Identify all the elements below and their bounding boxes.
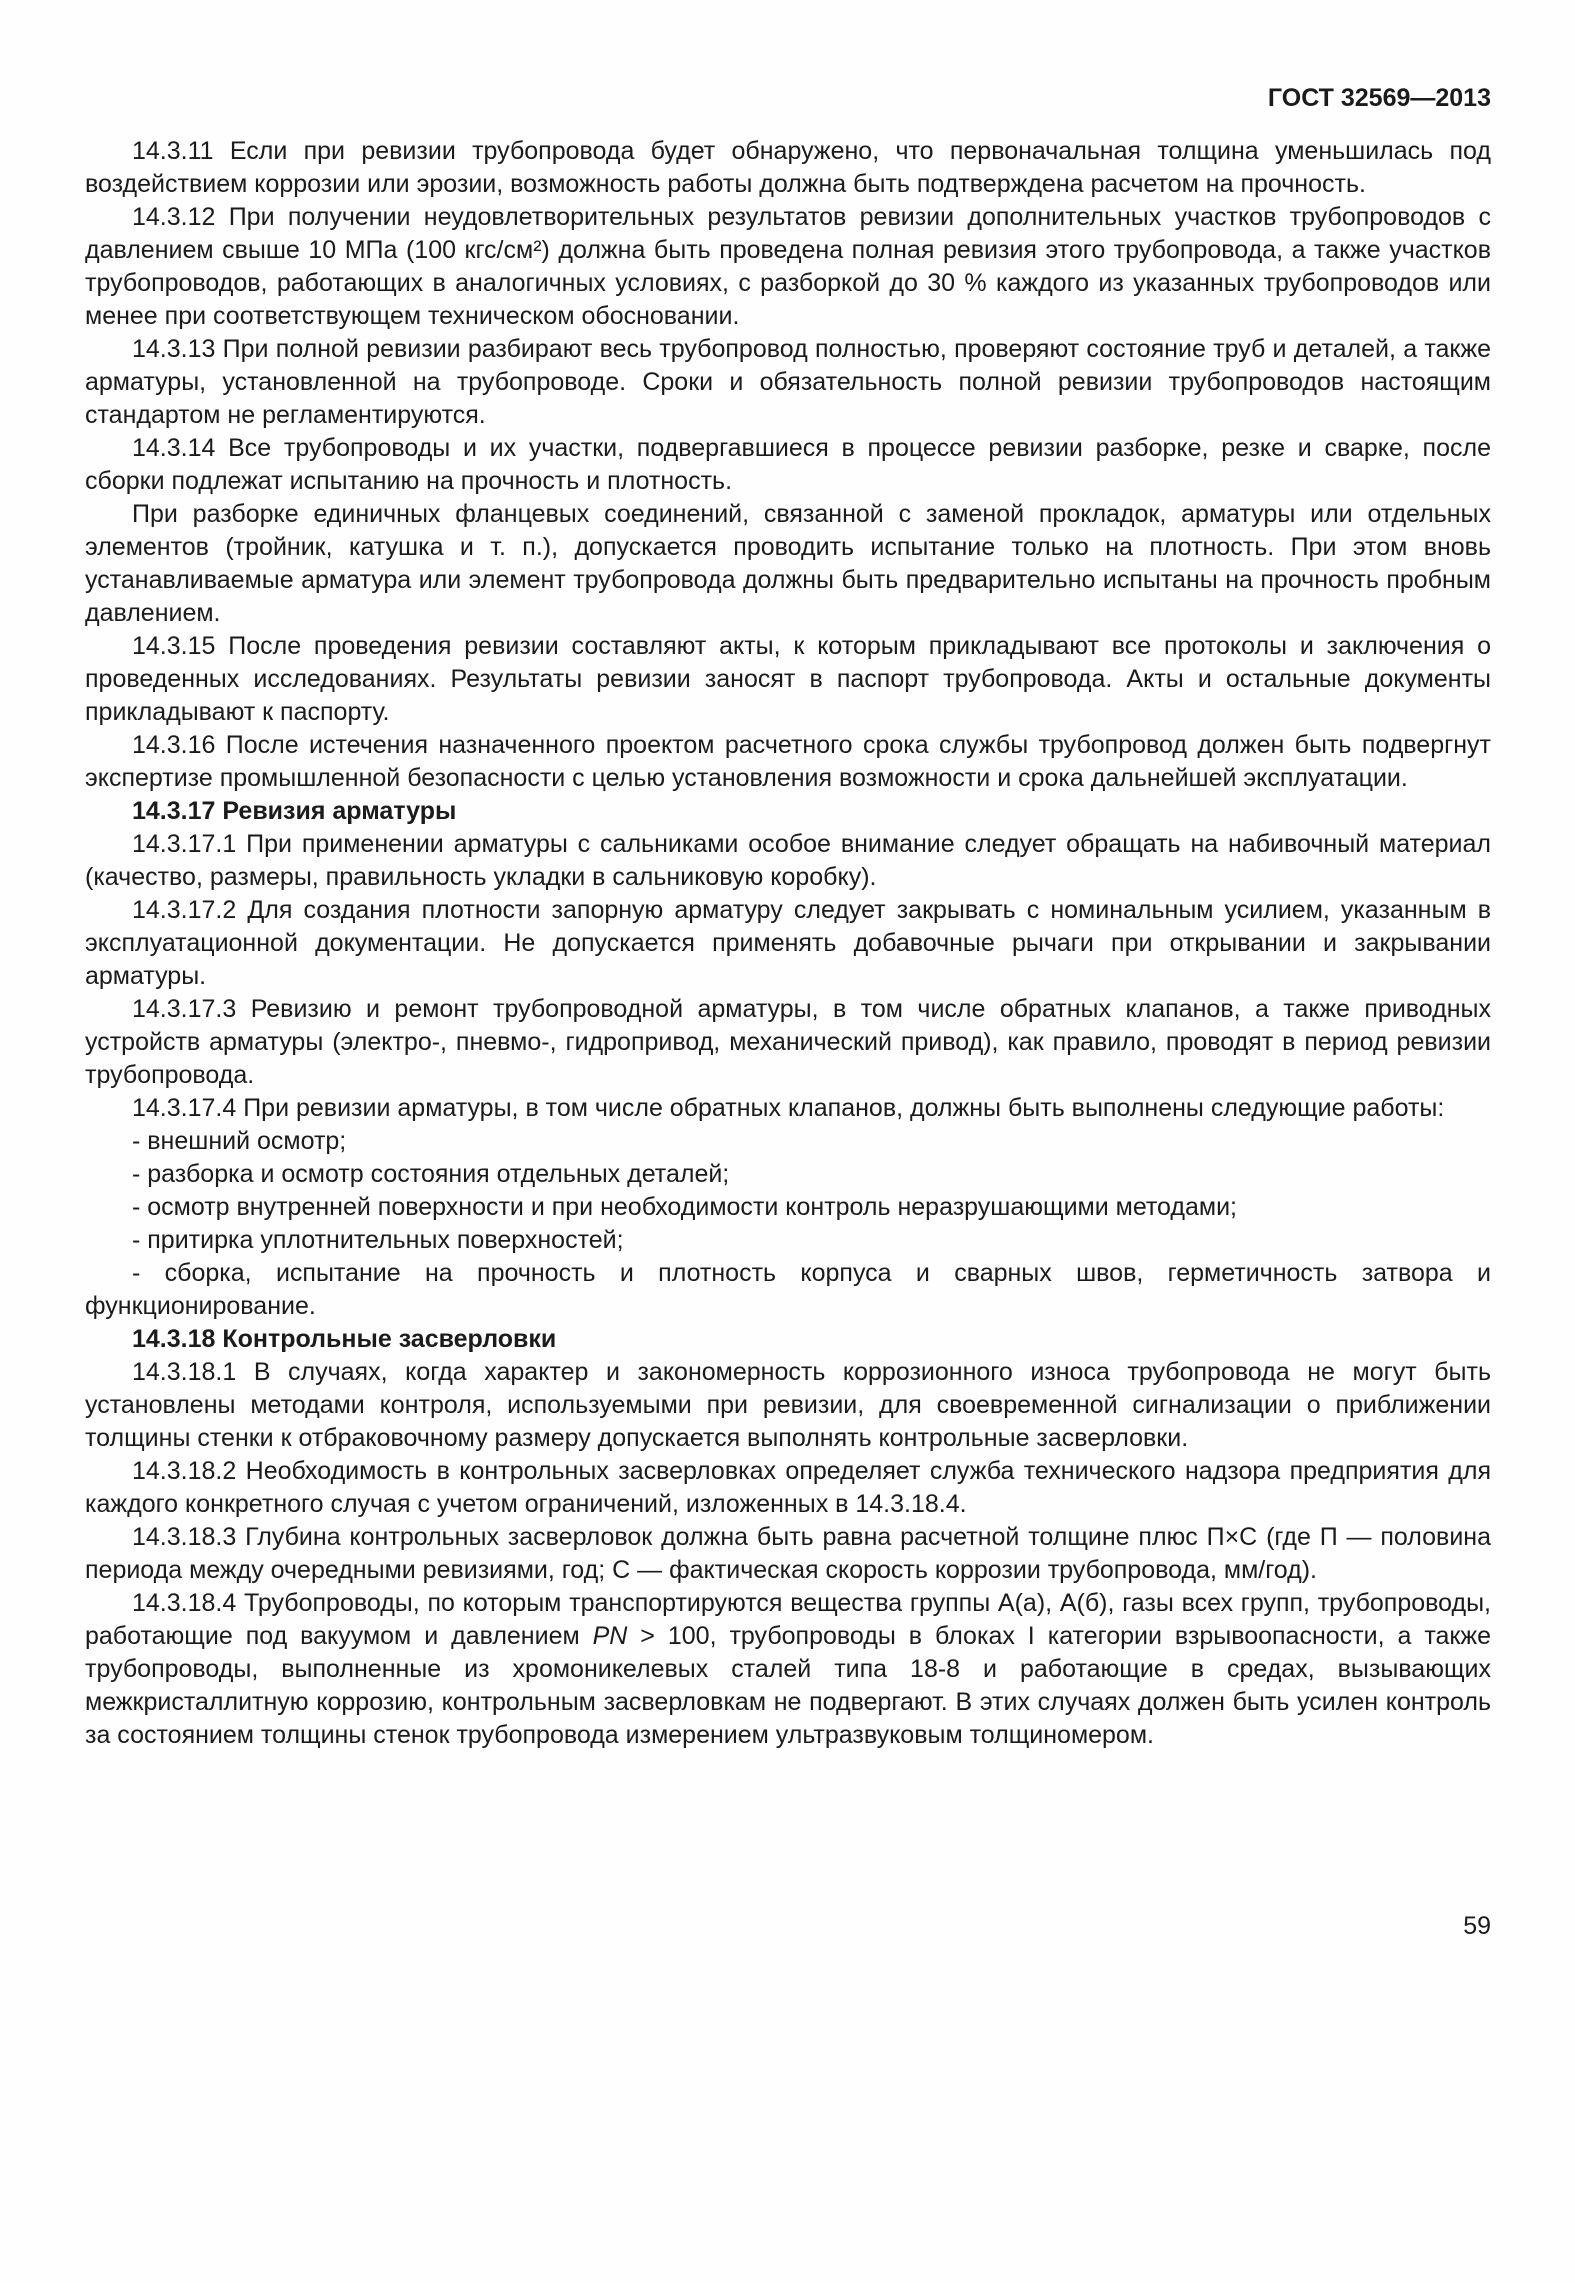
paragraph: 14.3.17.2 Для создания плотности запорную арматуру следует закрывать с номинальным усилием, указанным в эксплуатационной документации. Не допускается применять добавочные рычаги при открывании и закрывании арматуры. [85, 896, 1491, 990]
paragraph: 14.3.18.1 В случаях, когда характер и закономерность коррозионного износа трубопровода не могут быть установлены методами контроля, используемыми при ревизии, для своевременной сигнализации о приближении толщины стенки к отбраковочному размеру допускается выполнять контрольные засверловки. [85, 1358, 1491, 1452]
section-heading: 14.3.17 Ревизия арматуры [132, 797, 457, 825]
paragraph: - разборка и осмотр состояния отдельных деталей; [132, 1160, 730, 1188]
paragraph: 14.3.12 При получении неудовлетворительных результатов ревизии дополнительных участков трубопроводов с давлением свыше 10 МПа (100 кгс/см²) должна быть проведена полная ревизия этого трубопровода, а также участков трубопроводов, работающих в аналогичных условиях, с разборкой до 30 % каждого из указанных трубопроводов или менее при соответствующем техническом обосновании. [85, 203, 1491, 330]
paragraph: - осмотр внутренней поверхности и при необходимости контроль неразрушающими методами; [132, 1193, 1238, 1221]
page-footer [85, 1912, 1491, 1941]
paragraph: При разборке единичных фланцевых соединений, связанной с заменой прокладок, арматуры или отдельных элементов (тройник, катушка и т. п.), допускается проводить испытание только на плотность. При этом вновь устанавливаемые арматура или элемент трубопровода должны быть предварительно испытаны на прочность пробным давлением. [85, 500, 1491, 627]
paragraph: 14.3.14 Все трубопроводы и их участки, подвергавшиеся в процессе ревизии разборке, резке и сварке, после сборки подлежат испытанию на прочность и плотность. [85, 434, 1491, 495]
paragraph: - внешний осмотр; [132, 1127, 347, 1155]
paragraph: - притирка уплотнительных поверхностей; [132, 1226, 624, 1254]
paragraph: 14.3.16 После истечения назначенного проектом расчетного срока службы трубопровод должен быть подвергнут экспертизе промышленной безопасности с целью установления возможности и срока дальнейшей эксплуатации. [85, 731, 1491, 792]
document-body [85, 135, 1491, 1752]
paragraph: 14.3.13 При полной ревизии разбирают весь трубопровод полностью, проверяют состояние труб и деталей, а также арматуры, установленной на трубопроводе. Сроки и обязательность полной ревизии трубопроводов настоящим стандартом не регламентируются. [85, 335, 1491, 429]
paragraph: 14.3.17.1 При применении арматуры с сальниками особое внимание следует обращать на набивочный материал (качество, размеры, правильность укладки в сальниковую коробку). [85, 830, 1491, 891]
paragraph: - сборка, испытание на прочность и плотность корпуса и сварных швов, герметичность затвора и функционирование. [85, 1259, 1491, 1320]
page-number: 59 [1463, 1912, 1491, 1940]
paragraph: 14.3.18.3 Глубина контрольных засверловок должна быть равна расчетной толщине плюс П×С (где П — половина периода между очередными ревизиями, год; С — фактическая скорость коррозии трубопровода, мм/год). [85, 1523, 1491, 1584]
paragraph: 14.3.18.2 Необходимость в контрольных засверловках определяет служба технического надзора предприятия для каждого конкретного случая с учетом ограничений, изложенных в 14.3.18.4. [85, 1457, 1491, 1518]
paragraph: 14.3.17.3 Ревизию и ремонт трубопроводной арматуры, в том числе обратных клапанов, а также приводных устройств арматуры (электро-, пневмо-, гидропривод, механический привод), как правило, проводят в период ревизии трубопровода. [85, 995, 1491, 1089]
paragraph: 14.3.17.4 При ревизии арматуры, в том числе обратных клапанов, должны быть выполнены следующие работы: [132, 1094, 1445, 1122]
paragraph: 14.3.18.4 Трубопроводы, по которым транспортируются вещества группы А(а), А(б), газы всех групп, трубопроводы, работающие под вакуумом и давлением PN > 100, трубопроводы в блоках I категории взрывоопасности, а также трубопроводы, выполненные из хромоникелевых сталей типа 18-8 и работающие в средах, вызывающих межкристаллитную коррозию, контрольным засверловкам не подвергают. В этих случаях должен быть усилен контроль за состоянием толщины стенок трубопровода измерением ультразвуковым толщиномером. [85, 1589, 1491, 1749]
document-number: ГОСТ 32569—2013 [1267, 84, 1491, 112]
page-header [85, 84, 1491, 113]
section-heading: 14.3.18 Контрольные засверловки [132, 1325, 557, 1353]
paragraph: 14.3.15 После проведения ревизии составляют акты, к которым прикладывают все протоколы и заключения о проведенных исследованиях. Результаты ревизии заносят в паспорт трубопровода. Акты и остальные документы прикладывают к паспорту. [85, 632, 1491, 726]
paragraph: 14.3.11 Если при ревизии трубопровода будет обнаружено, что первоначальная толщина уменьшилась под воздействием коррозии или эрозии, возможность работы должна быть подтверждена расчетом на прочность. [85, 137, 1491, 198]
